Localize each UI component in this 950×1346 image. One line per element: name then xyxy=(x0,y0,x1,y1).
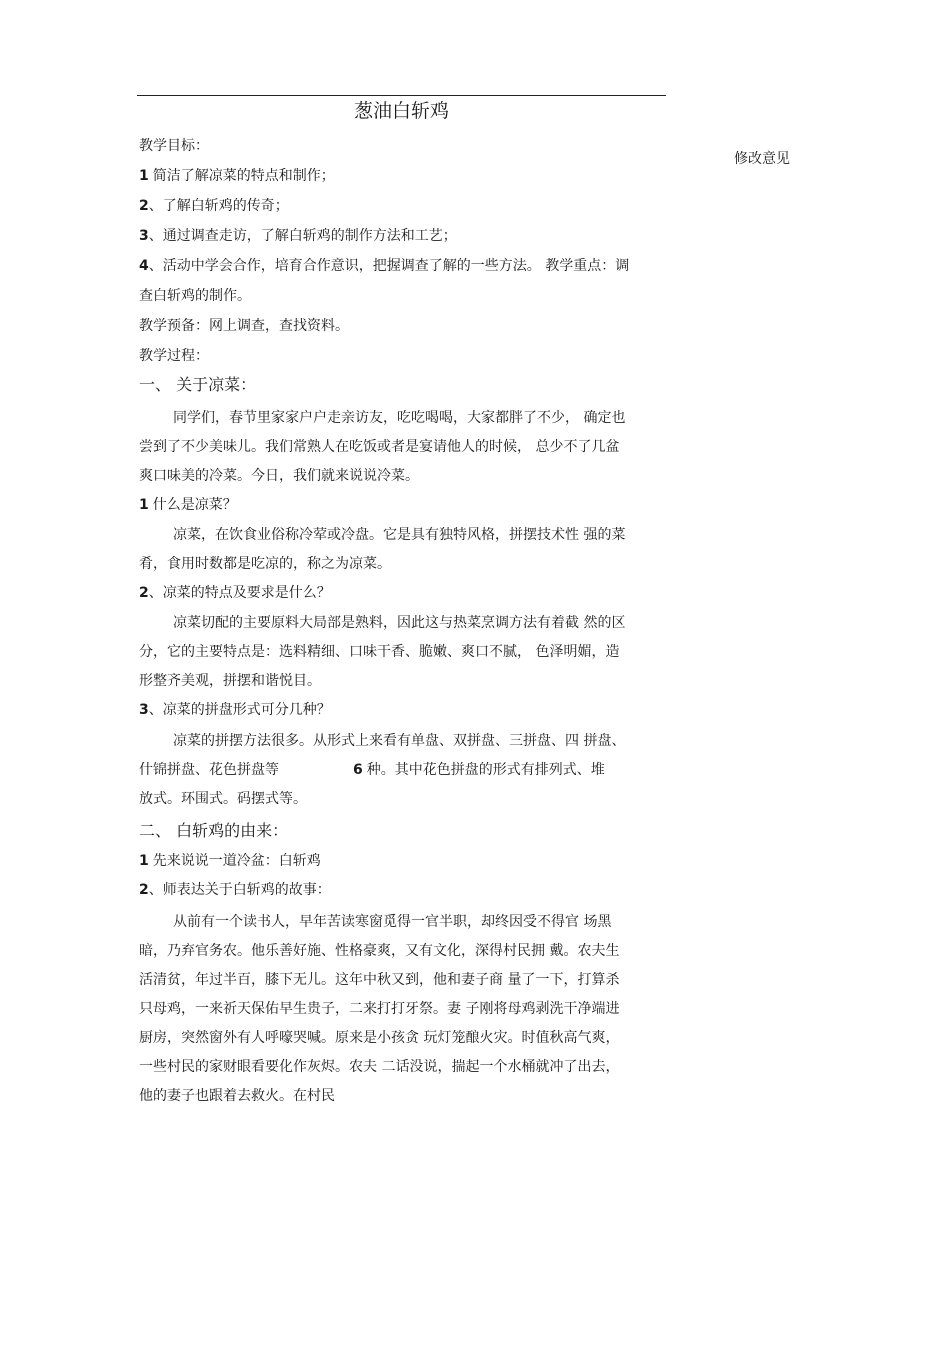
paragraph-line: 凉菜切配的主要原料大局部是熟料，因此这与热菜烹调方法有着截 然的区 xyxy=(173,615,626,631)
paragraph-line: 爽口味美的冷菜。今日，我们就来说说冷菜。 xyxy=(139,468,419,484)
count-number: 6 xyxy=(353,762,363,778)
objective-number: 1 xyxy=(139,168,149,184)
objective-text: 、活动中学会合作，培育合作意识，把握调查了解的一些方法。 教学重点：调 xyxy=(148,258,630,274)
objective-number: 3 xyxy=(139,228,149,244)
question-text: 、凉菜的拼盘形式可分几种？ xyxy=(148,702,331,718)
paragraph-line: 肴，食用时数都是吃凉的，称之为凉菜。 xyxy=(139,556,391,572)
list-item xyxy=(139,851,664,871)
objective-item xyxy=(139,256,664,276)
question-item xyxy=(139,583,664,603)
objective-text: 简洁了解凉菜的特点和制作； xyxy=(152,168,335,184)
paragraph-line: 凉菜，在饮食业俗称冷荤或冷盘。它是具有独特风格，拼摆技术性 强的菜 xyxy=(173,527,626,543)
story-line: 暗，乃弃官务农。他乐善好施、性格豪爽，又有文化，深得村民拥 戴。农夫生 xyxy=(139,943,620,959)
page-title: 葱油白斩鸡 xyxy=(353,100,449,122)
list-text: 、师表达关于白斩鸡的故事： xyxy=(148,882,331,898)
question-text: 、凉菜的特点及要求是什么？ xyxy=(148,585,331,601)
paragraph-line: 凉菜的拼摆方法很多。从形式上来看有单盘、双拼盘、三拼盘、四 拼盘、 xyxy=(173,733,626,749)
objective-number: 2 xyxy=(139,198,149,214)
list-text: 先来说说一道冷盆：白斩鸡 xyxy=(152,853,321,869)
objectives-label: 教学目标： xyxy=(139,138,209,154)
process-label: 教学过程： xyxy=(139,348,209,364)
objective-number: 4 xyxy=(139,258,149,274)
objective-continuation: 查白斩鸡的制作。 xyxy=(139,288,251,304)
question-item xyxy=(139,495,664,515)
paragraph-line xyxy=(139,760,664,780)
list-number: 2 xyxy=(139,882,149,898)
paragraph-line: 同学们，春节里家家户户走亲访友，吃吃喝喝，大家都胖了不少， 确定也 xyxy=(173,410,626,426)
paragraph-fragment: 什锦拼盘、花色拼盘等 xyxy=(139,762,279,778)
question-item xyxy=(139,700,664,720)
story-line: 厨房，突然窗外有人呼嚎哭喊。原来是小孩贪 玩灯笼酿火灾。时值秋高气爽， xyxy=(139,1030,620,1046)
paragraph-fragment: 种。其中花色拼盘的形式有排列式、堆 xyxy=(366,762,605,778)
paragraph-line: 分，它的主要特点是：选料精细、口味干香、脆嫩、爽口不腻， 色泽明媚，造 xyxy=(139,644,620,660)
paragraph-line: 形整齐美观，拼摆和谐悦目。 xyxy=(139,673,321,689)
objective-item xyxy=(139,196,664,216)
story-line: 他的妻子也跟着去救火。在村民 xyxy=(139,1088,335,1104)
top-rule xyxy=(137,95,666,96)
objective-text: 、通过调查走访，了解白斩鸡的制作方法和工艺； xyxy=(148,228,457,244)
question-number: 3 xyxy=(139,702,149,718)
list-item xyxy=(139,880,664,900)
story-line: 活清贫，年过半百，膝下无儿。这年中秋又到，他和妻子商 量了一下，打算杀 xyxy=(139,972,620,988)
question-number: 2 xyxy=(139,585,149,601)
story-line: 从前有一个读书人，早年苦读寒窗觅得一官半职，却终因受不得官 场黑 xyxy=(173,914,612,930)
paragraph-line: 放式。环围式。码摆式等。 xyxy=(139,791,307,807)
objective-text: 、了解白斩鸡的传奇； xyxy=(148,198,289,214)
objective-item xyxy=(139,226,664,246)
story-line: 只母鸡，一来祈天保佑早生贵子，二来打打牙祭。妻 子刚将母鸡剥洗干净端进 xyxy=(139,1001,620,1017)
objective-item xyxy=(139,166,664,186)
paragraph-line: 尝到了不少美味儿。我们常熟人在吃饭或者是宴请他人的时候， 总少不了几盆 xyxy=(139,439,620,455)
story-line: 一些村民的家财眼看要化作灰烬。农夫 二话没说，揣起一个水桶就冲了出去， xyxy=(139,1059,620,1075)
list-number: 1 xyxy=(139,853,149,869)
preparation-text: 教学预备：网上调查，查找资料。 xyxy=(139,318,349,334)
section-heading-origin: 二、 白斩鸡的由来： xyxy=(139,821,289,840)
section-heading-cold-dishes: 一、 关于凉菜： xyxy=(139,375,257,394)
revision-note-label: 修改意见 xyxy=(734,151,790,167)
question-number: 1 xyxy=(139,497,149,513)
question-text: 什么是凉菜？ xyxy=(152,497,237,513)
